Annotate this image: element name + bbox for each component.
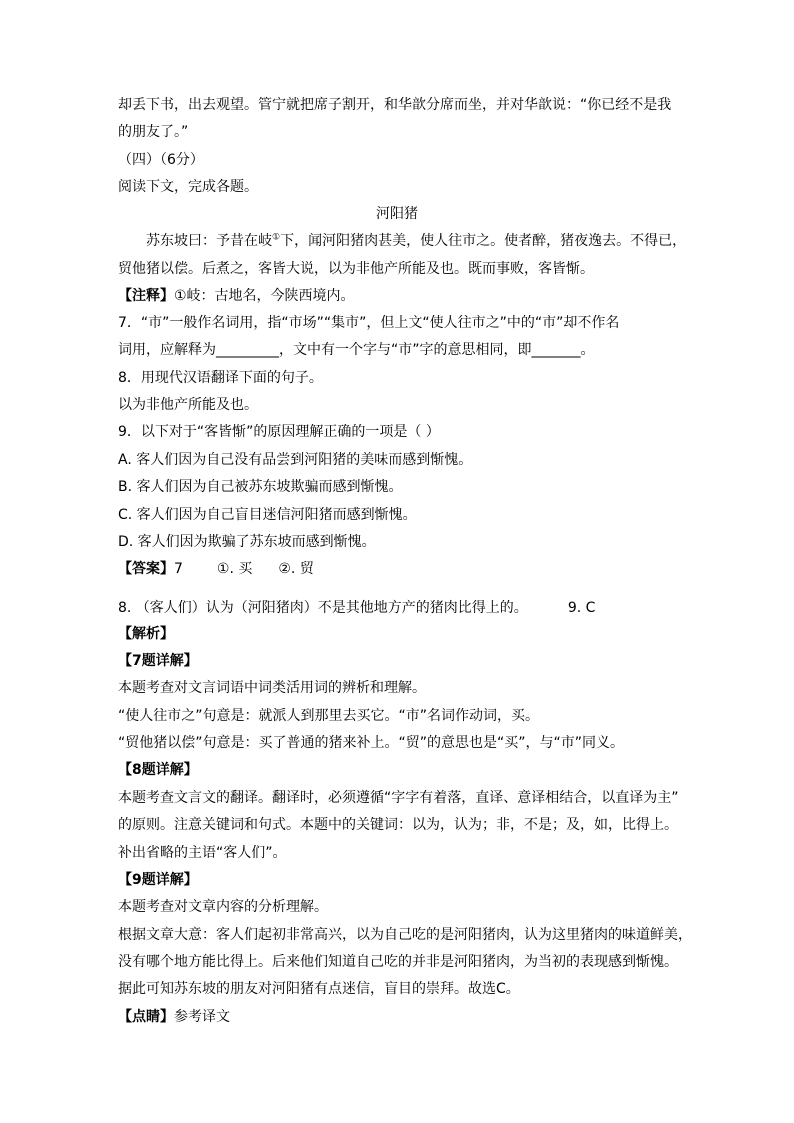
note-line [118, 286, 355, 306]
analysis-8-label: 【8题详解】 [118, 762, 198, 778]
question-8-line-1: 8．用现代汉语翻译下面的句子。 [118, 370, 323, 386]
analysis-7-line-2: “使人往市之”句意是：就派人到那里去买它。“市”名词作动词，买。 [118, 708, 540, 724]
question-8-line-2: 以为非他产所能及也。 [118, 397, 258, 413]
analysis-9-line-4: 据此可知苏东坡的朋友对河阳猪有点迷信，盲目的崇拜。故选C。 [118, 981, 520, 997]
note-text: ①岐：古地名，今陕西境内。 [174, 288, 355, 304]
answer-7-part-2: ②. 贸 [278, 561, 314, 577]
passage-title: 河阳猪 [376, 206, 418, 222]
analysis-9-line-2: 根据文章大意：客人们起初非常高兴，以为自己吃的是河阳猪肉，认为这里猪肉的味道鲜美， [118, 927, 692, 943]
passage-line-2: 贸他猪以偿。后煮之，客皆大说，以为非他产所能及也。既而事败，客皆惭。 [118, 261, 594, 277]
question-7-line-2: 词用，应解释为_________，文中有一个字与“市”字的意思相同，即_______。 [118, 342, 595, 358]
analysis-8-line-2: 的原则。注意关键词和句式。本题中的关键词：以为，认为；非，不是；及，如，比得上。 [118, 817, 678, 833]
analysis-9-label: 【9题详解】 [118, 872, 198, 888]
note-label: 【注释】 [118, 288, 174, 304]
answer-line-1 [118, 559, 314, 579]
section-instruction: 阅读下文，完成各题。 [118, 179, 258, 195]
analysis-7-line-1: 本题考查对文言词语中词类活用词的辨析和理解。 [118, 680, 426, 696]
answer-label: 【答案】 [118, 561, 174, 577]
question-9-option-b: B. 客人们因为自己被苏东坡欺骗而感到惭愧。 [118, 479, 403, 495]
question-9-option-c: C. 客人们因为自己盲目迷信河阳猪而感到惭愧。 [118, 507, 417, 523]
analysis-label: 【解析】 [118, 626, 174, 642]
commentary-text: 参考译文 [174, 1009, 230, 1025]
question-9-stem: 9．以下对于“客皆惭”的原因理解正确的一项是（ ） [118, 424, 440, 440]
analysis-8-line-3: 补出省略的主语“客人们”。 [118, 845, 287, 861]
commentary-label: 【点睛】 [118, 1009, 174, 1025]
section-heading: （四）（6分） [118, 152, 204, 168]
story-tail-line-1: 却丢下书，出去观望。管宁就把席子割开，和华歆分席而坐，并对华歆说：“你已经不是我 [118, 97, 672, 113]
answer-7-number: 7 [174, 561, 183, 577]
analysis-7-label: 【7题详解】 [118, 653, 198, 669]
question-9-option-a: A. 客人们因为自己没有品尝到河阳猪的美味而感到惭愧。 [118, 452, 473, 468]
commentary-line [118, 1007, 230, 1027]
answer-9: 9. C [567, 600, 596, 616]
story-tail-line-2: 的朋友了。” [118, 124, 189, 140]
analysis-9-line-3: 没有哪个地方能比得上。后来他们知道自己吃的并非是河阳猪肉，为当初的表现感到惭愧。 [118, 954, 678, 970]
passage-line-1: 苏东坡曰：予昔在岐①下，闻河阳猪肉甚美，使人往市之。使者醉，猪夜逸去。不得已， [146, 232, 687, 249]
answer-8: 8. （客人们）认为（河阳猪肉）不是其他地方产的猪肉比得上的。 [118, 600, 528, 616]
question-7-line-1: 7．“市”一般作名词用，指“市场”“集市”，但上文“使人往市之”中的“市”却不作名 [118, 315, 620, 331]
analysis-9-line-1: 本题考查对文章内容的分析理解。 [118, 899, 328, 915]
question-9-option-d: D. 客人们因为欺骗了苏东坡而感到惭愧。 [118, 534, 376, 550]
analysis-8-line-1: 本题考查文言文的翻译。翻译时，必须遵循“字字有着落，直译、意译相结合，以直译为主” [118, 790, 679, 806]
analysis-7-line-3: “贸他猪以偿”句意是：买了普通的猪来补上。“贸”的意思也是“买”，与“市”同义。 [118, 735, 625, 751]
answer-line-2 [118, 598, 595, 618]
answer-7-part-1: ①. 买 [216, 561, 253, 577]
note-marker: ① [272, 232, 281, 243]
